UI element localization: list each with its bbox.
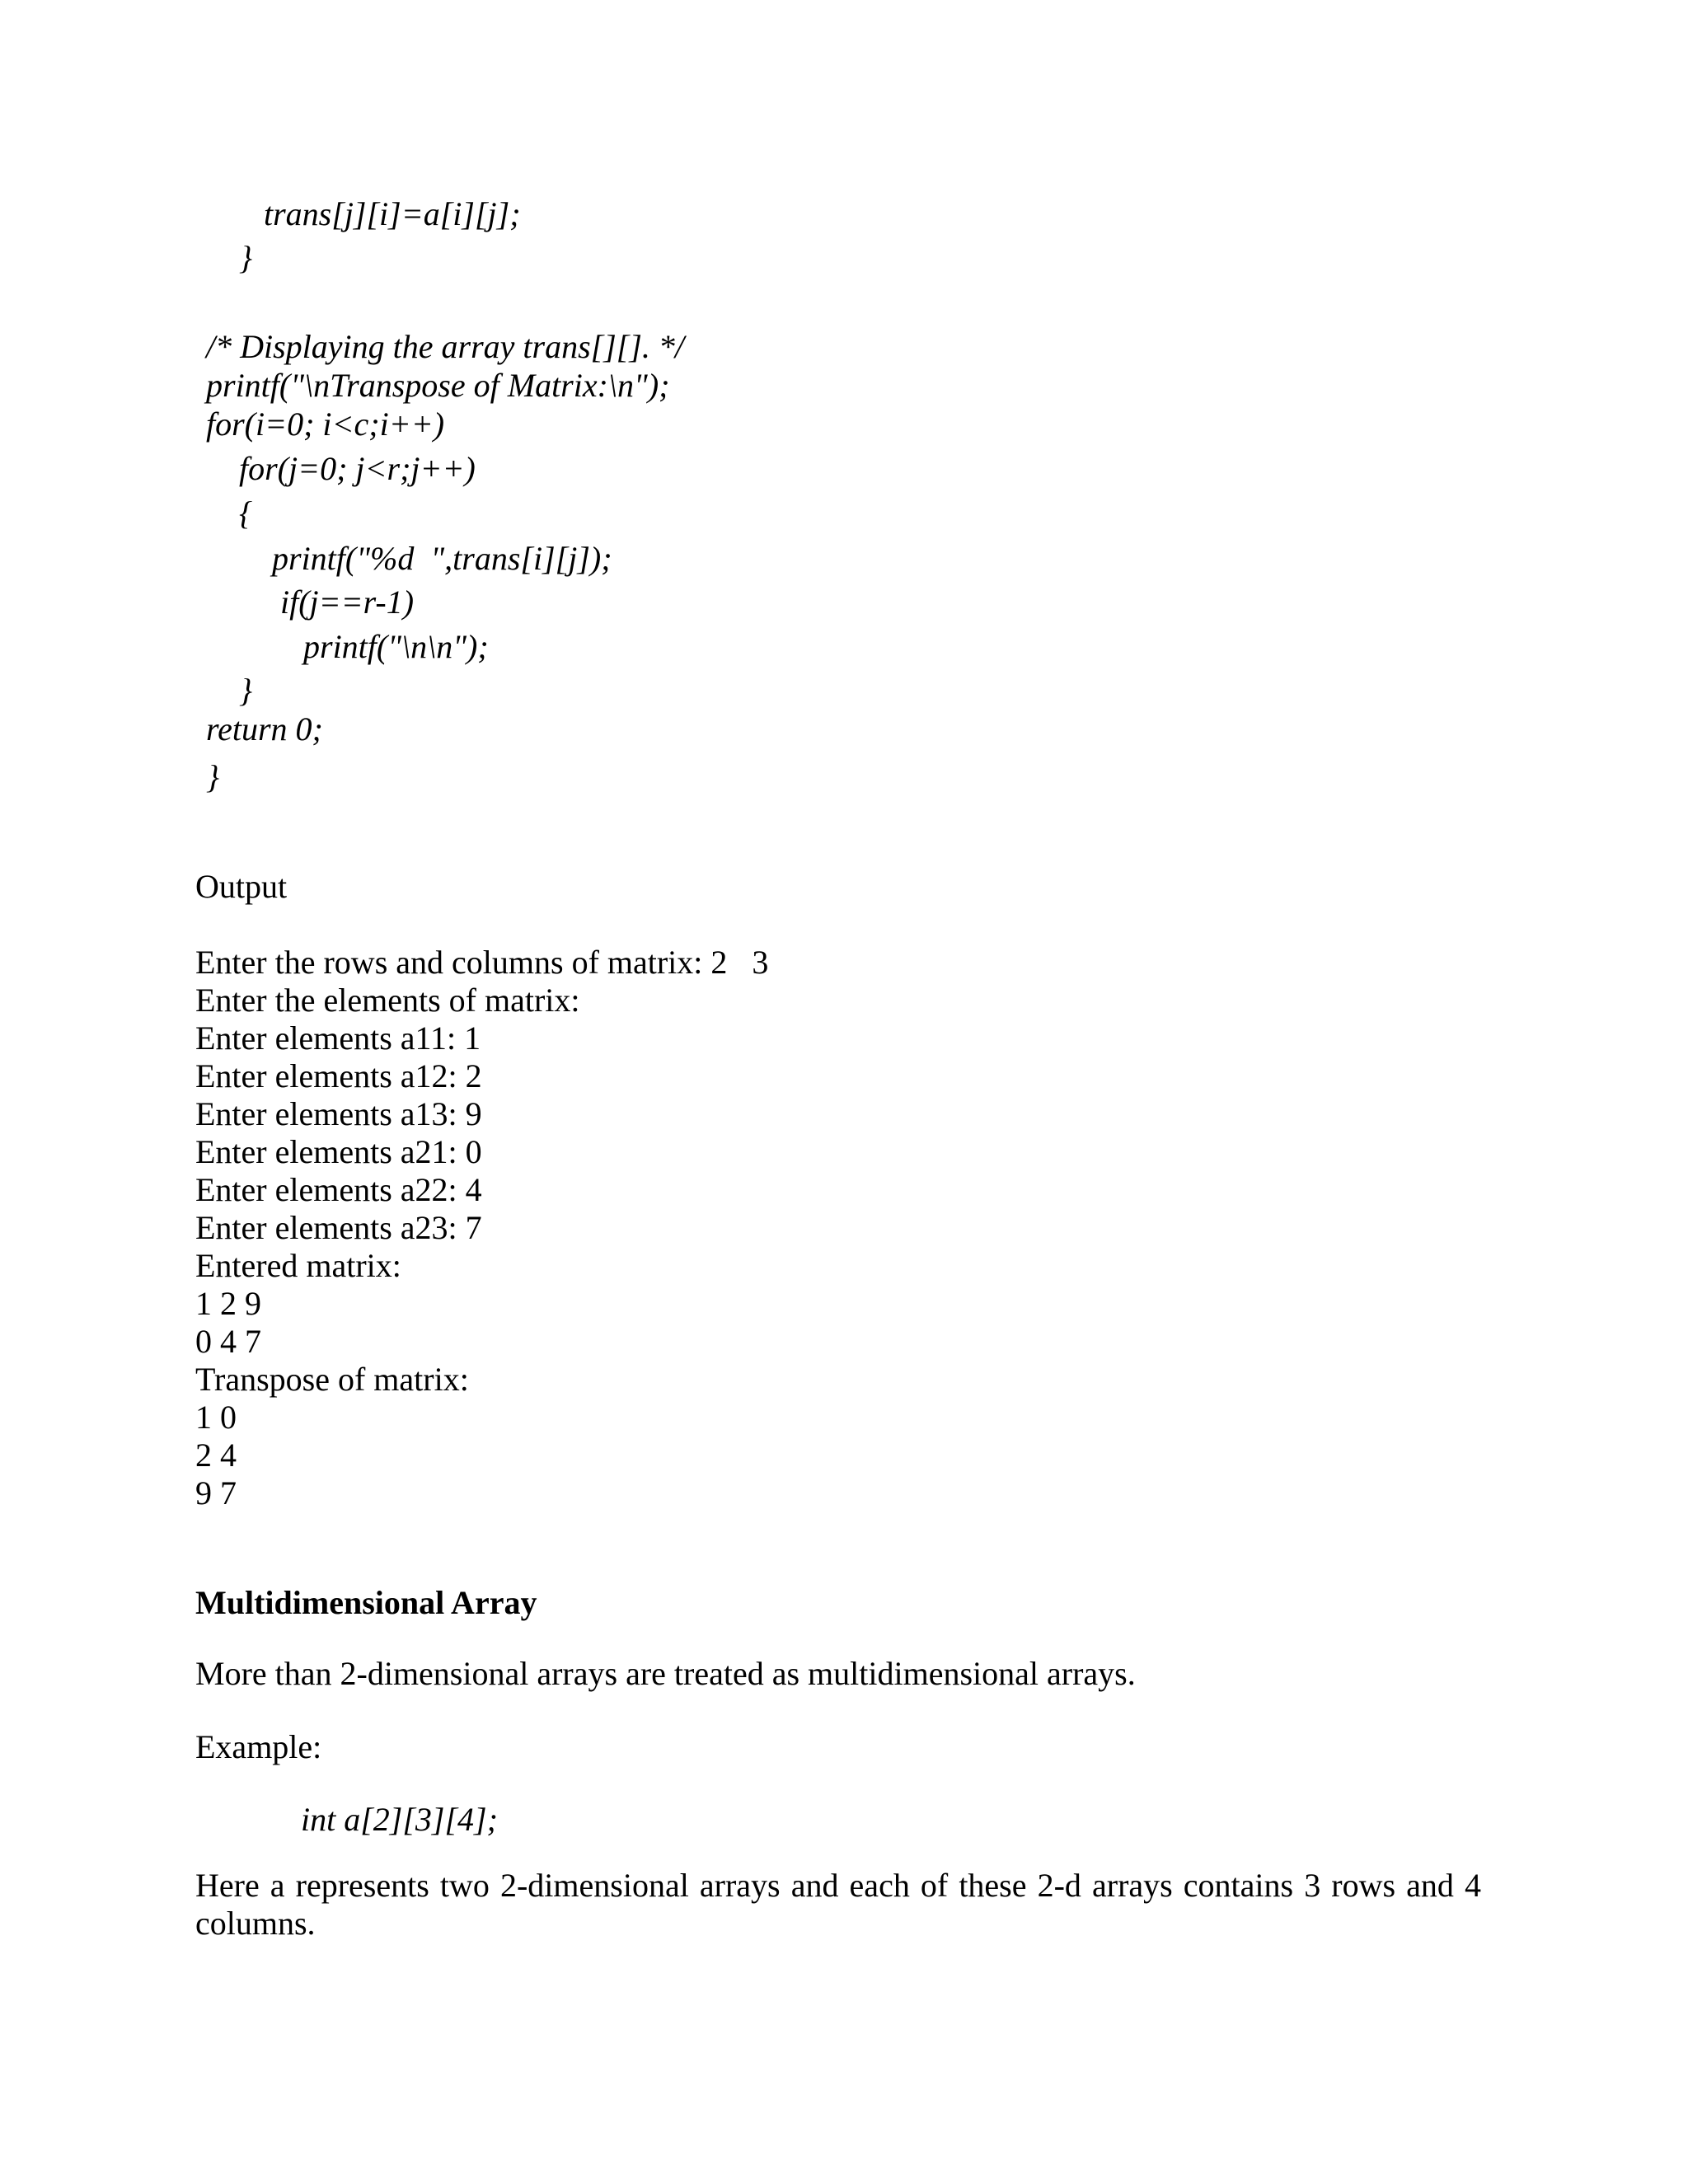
output-line: Enter elements a21: 0 [195, 1133, 482, 1170]
example-code: int a[2][3][4]; [301, 1801, 498, 1838]
output-line: Entered matrix: [195, 1247, 401, 1284]
code-line: for(i=0; i<c;i++) [206, 405, 445, 443]
code-line: trans[j][i]=a[i][j]; [264, 195, 521, 232]
output-line: 1 0 [195, 1399, 237, 1436]
output-line: Enter elements a22: 4 [195, 1171, 482, 1208]
output-line: Enter the rows and columns of matrix: 2 3 [195, 944, 769, 981]
code-line: for(j=0; j<r;j++) [239, 450, 476, 487]
output-line: Enter elements a13: 9 [195, 1095, 482, 1132]
output-line: Enter elements a11: 1 [195, 1019, 481, 1057]
example-label: Example: [195, 1728, 322, 1765]
code-line: printf("\nTranspose of Matrix:\n"); [206, 367, 670, 404]
output-line: 0 4 7 [195, 1323, 261, 1360]
code-line: } [239, 672, 252, 709]
section-explanation: Here a represents two 2-dimensional arrays and each of these 2-d arrays contains 3 rows and 4 columns. [195, 1867, 1481, 1942]
code-line: printf("\n\n"); [303, 628, 489, 665]
output-line: Enter elements a23: 7 [195, 1209, 482, 1246]
section-heading: Multidimensional Array [195, 1584, 537, 1621]
output-line: 1 2 9 [195, 1285, 261, 1322]
output-line: 9 7 [195, 1474, 237, 1511]
code-line: { [239, 494, 252, 532]
output-label: Output [195, 868, 288, 905]
code-line: if(j==r-1) [280, 583, 415, 621]
section-intro: More than 2-dimensional arrays are treated as multidimensional arrays. [195, 1655, 1136, 1692]
code-comment: /* Displaying the array trans[][]. */ [206, 328, 685, 365]
code-line: printf("%d ",trans[i][j]); [272, 540, 612, 577]
code-line: } [239, 239, 252, 276]
output-line: Enter elements a12: 2 [195, 1057, 482, 1094]
code-line: return 0; [206, 710, 323, 748]
output-line: Transpose of matrix: [195, 1361, 469, 1398]
code-line: } [206, 758, 219, 795]
output-line: 2 4 [195, 1436, 237, 1474]
output-line: Enter the elements of matrix: [195, 982, 580, 1019]
